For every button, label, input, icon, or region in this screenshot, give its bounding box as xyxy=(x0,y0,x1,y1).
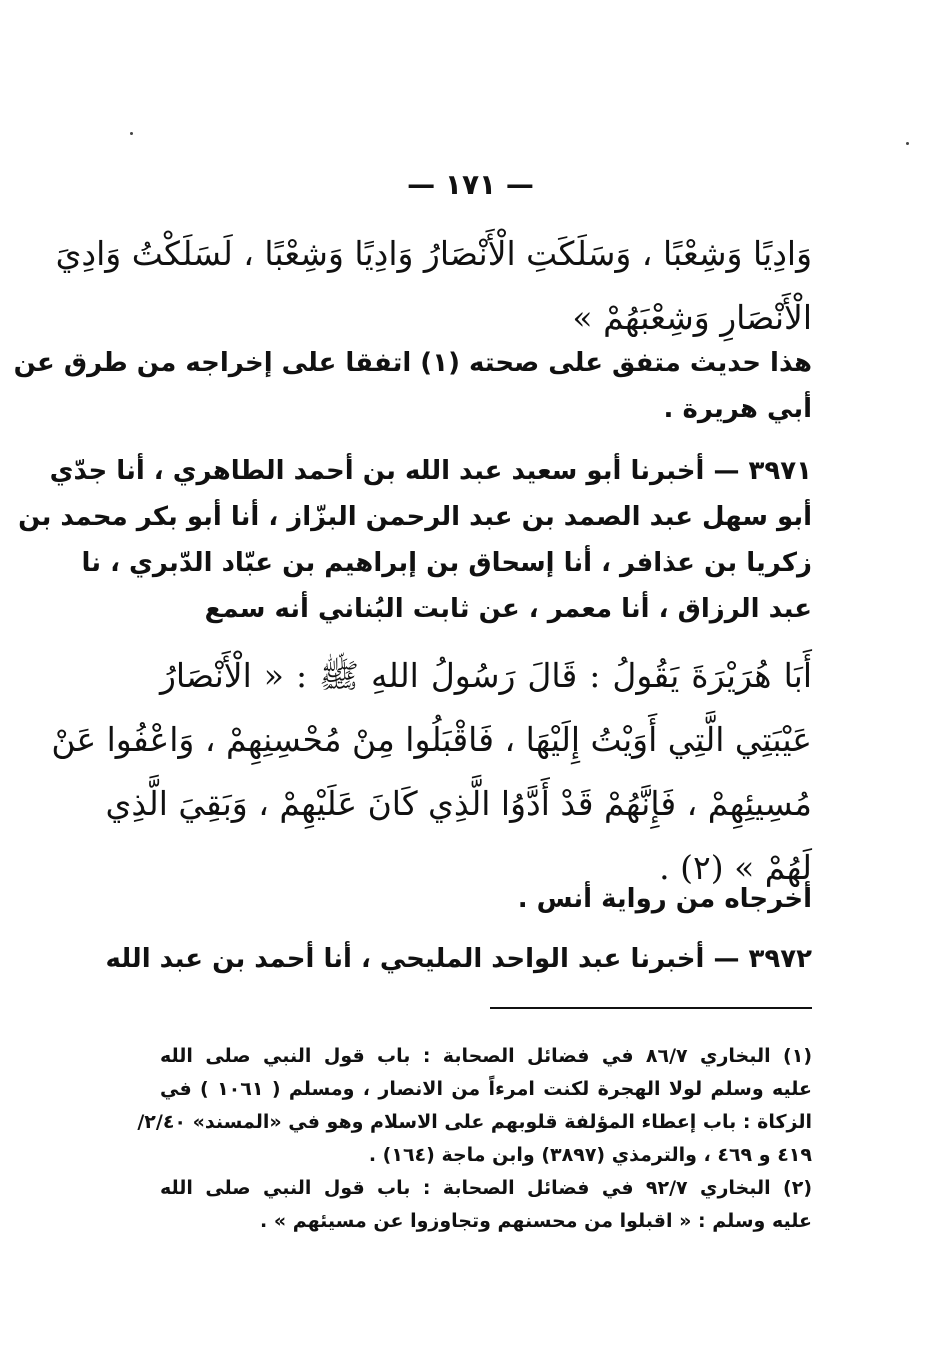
isnad-line: ٣٩٧١ — أخبرنا أبو سعيد عبد الله بن أحمد الطاهري ، أنا جدّي xyxy=(49,456,812,486)
isnad-line: أبو سهل عبد الصمد بن عبد الرحمن البزّاز ، أنا أبو بكر محمد بن xyxy=(18,502,812,532)
page-number: — ١٧١ — xyxy=(407,168,534,201)
footnote-separator xyxy=(490,1007,812,1009)
hadith-end xyxy=(55,222,812,350)
commentary-paragraph xyxy=(13,340,812,432)
hadith-3972 xyxy=(105,936,812,982)
commentary-line: أخرجاه من رواية أنس . xyxy=(517,884,812,914)
hadith-3971-isnad xyxy=(18,448,812,632)
matn-line: عَيْبَتِي الَّتِي أَوَيْتُ إِلَيْهَا ، فَاقْبَلُوا مِنْ مُحْسِنِهِمْ ، وَاعْفُوا عَنْ xyxy=(51,720,812,759)
footnote-1-line: ٤١٩ و ٤٦٩ ، والترمذي (٣٨٩٧) وابن ماجة (١٦٤) . xyxy=(368,1144,812,1166)
hadith-3971-matn xyxy=(51,644,812,900)
footnote-1-line: (١) البخاري ٨٦/٧ في فضائل الصحابة : باب قول النبي صلى الله xyxy=(160,1045,812,1067)
isnad-line: ٣٩٧٢ — أخبرنا عبد الواحد المليحي ، أنا أحمد بن عبد الله xyxy=(105,944,812,974)
footnote-2-line: (٢) البخاري ٩٢/٧ في فضائل الصحابة : باب قول النبي صلى الله xyxy=(160,1177,812,1199)
matn-line: مُسِيئِهِمْ ، فَإِنَّهُمْ قَدْ أَدَّوُا الَّذِي كَانَ عَلَيْهِمْ ، وَبَقِيَ الَّذِي xyxy=(105,784,812,823)
commentary-line: هذا حديث متفق على صحته (١) اتفقا على إخراجه من طرق عن xyxy=(13,348,812,378)
footnote-1-line: عليه وسلم لولا الهجرة لكنت امرءاً من الانصار ، ومسلم ( ١٠٦١ ) في xyxy=(160,1078,813,1100)
footnotes xyxy=(137,1040,813,1238)
matn-line: أَبَا هُرَيْرَةَ يَقُولُ : قَالَ رَسُولُ اللهِ ﷺ : « الْأَنْصَارُ xyxy=(160,656,812,695)
matn-line: لَهُمْ » (٢) . xyxy=(659,848,812,887)
ink-speck xyxy=(130,132,133,135)
footnote-2-line: عليه وسلم : « اقبلوا من محسنهم وتجاوزوا عن مسيئهم » . xyxy=(259,1210,812,1232)
footnote-1-line: الزكاة : باب إعطاء المؤلفة قلوبهم على الاسلام وهو في «المسند» ٢/٤٠/ xyxy=(137,1111,812,1133)
isnad-line: زكريا بن عذافر ، أنا إسحاق بن إبراهيم بن عبّاد الدّبري ، نا xyxy=(81,548,812,578)
hadith-end-line: وَادِيًا وَشِعْبًا ، وَسَلَكَتِ الْأَنْصَارُ وَادِيًا وَشِعْبًا ، لَسَلَكْتُ وَادِيَ xyxy=(55,234,812,273)
commentary-line: أبي هريرة . xyxy=(663,394,812,424)
commentary-paragraph-2 xyxy=(160,876,812,922)
hadith-end-line: الْأَنْصَارِ وَشِعْبَهُمْ » xyxy=(572,298,812,337)
isnad-line: عبد الرزاق ، أنا معمر ، عن ثابت البُناني أنه سمع xyxy=(204,594,812,624)
ink-speck xyxy=(906,142,909,145)
